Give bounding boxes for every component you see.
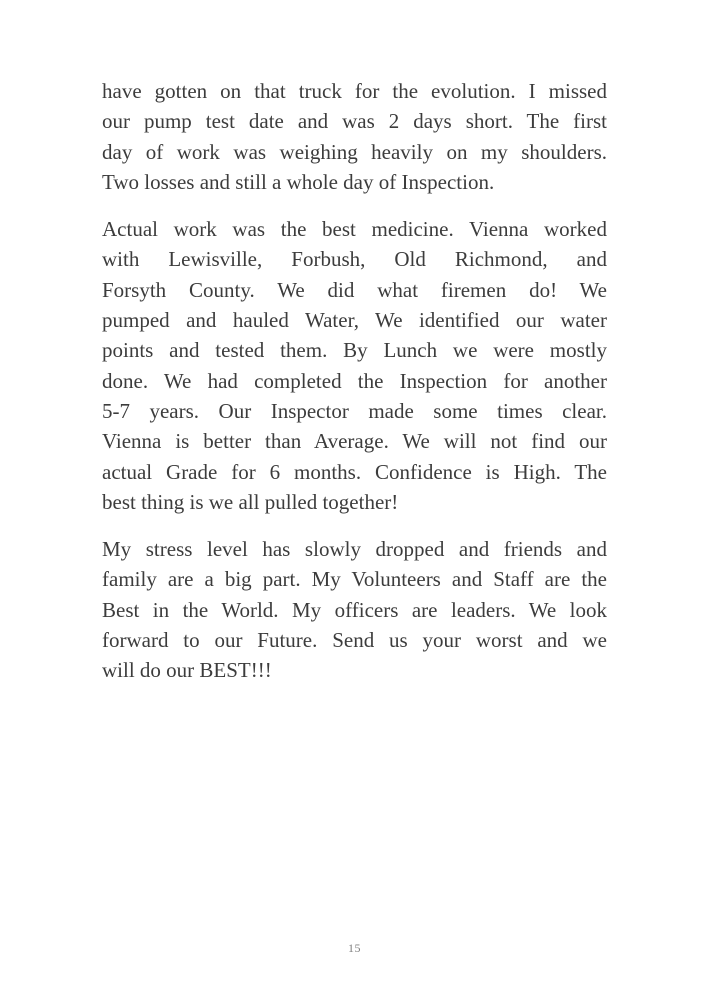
text-line: Vienna is better than Average. We will not find our	[102, 429, 607, 454]
text-line: day of work was weighing heavily on my shoulders.	[102, 139, 607, 164]
page-body-text	[102, 76, 607, 703]
page-number: 15	[348, 941, 361, 955]
text-line: best thing is we all pulled together!	[102, 489, 399, 514]
paragraph	[102, 214, 607, 517]
text-line: done. We had completed the Inspection for another	[102, 368, 607, 393]
text-line: actual Grade for 6 months. Confidence is High. The	[102, 459, 607, 484]
text-line: with Lewisville, Forbush, Old Richmond, and	[102, 247, 607, 272]
text-line: pumped and hauled Water, We identified our water	[102, 308, 607, 333]
text-line: Actual work was the best medicine. Vienna worked	[102, 217, 607, 242]
text-line: will do our BEST!!!	[102, 658, 272, 683]
text-line: Forsyth County. We did what firemen do! We	[102, 277, 607, 302]
paragraph	[102, 534, 607, 685]
text-line: My stress level has slowly dropped and friends and	[102, 537, 607, 562]
text-line: points and tested them. By Lunch we were mostly	[102, 338, 607, 363]
text-line: have gotten on that truck for the evolution. I missed	[102, 79, 607, 103]
paragraph	[102, 76, 607, 197]
text-line: our pump test date and was 2 days short. The first	[102, 109, 607, 134]
text-line: Best in the World. My officers are leaders. We look	[102, 597, 607, 622]
text-line: Two losses and still a whole day of Inspection.	[102, 169, 495, 194]
text-line: family are a big part. My Volunteers and Staff are the	[102, 567, 607, 592]
text-line: 5-7 years. Our Inspector made some times clear.	[102, 398, 607, 423]
text-line: forward to our Future. Send us your worst and we	[102, 628, 607, 653]
